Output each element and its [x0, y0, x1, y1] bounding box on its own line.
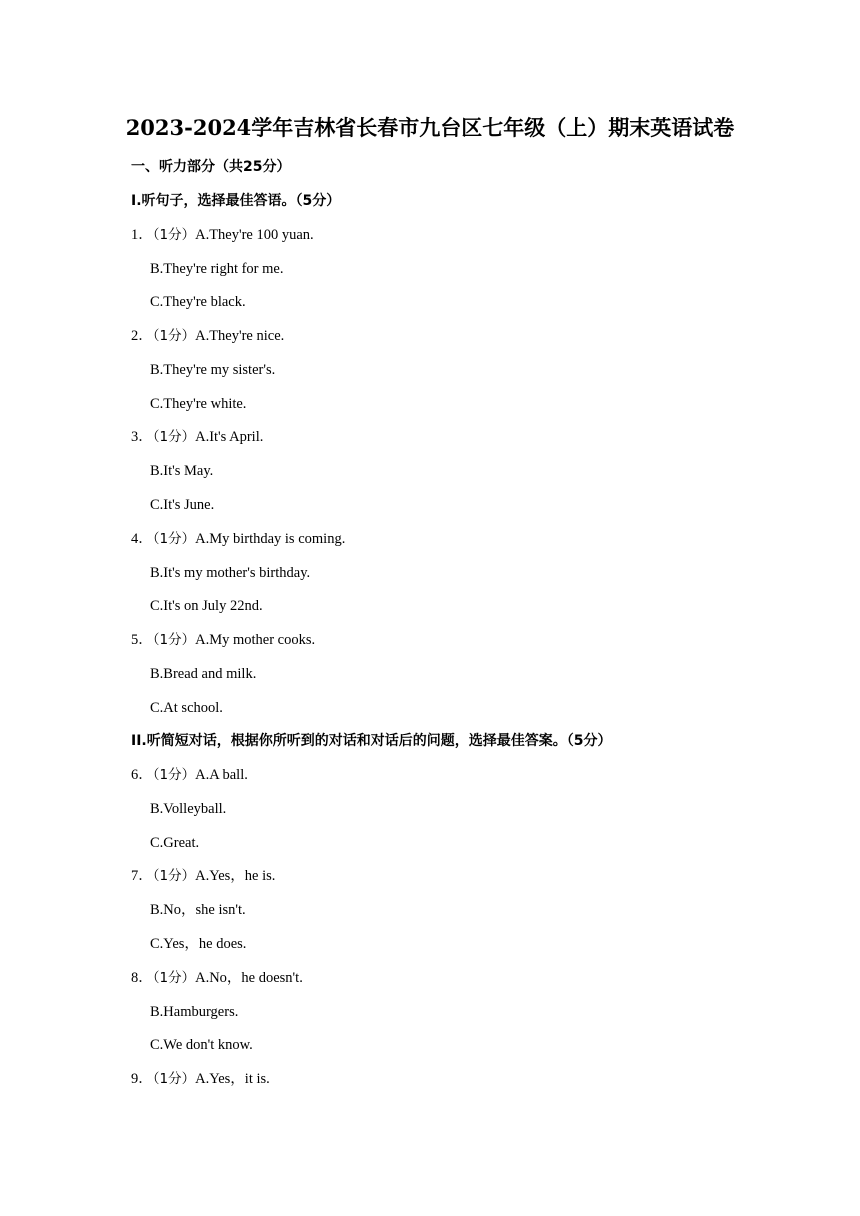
section-ii-heading: II.听简短对话，根据你所听到的对话和对话后的问题，选择最佳答案。（5分） [131, 733, 612, 749]
question-number: 3． [131, 429, 153, 445]
question-score: （1分） [152, 531, 196, 547]
option-b: B.They're my sister's. [150, 362, 276, 378]
option-c: C.They're white. [150, 396, 247, 412]
question-score: （1分） [152, 429, 196, 445]
option-c: C.They're black. [150, 294, 246, 310]
question-4 [131, 529, 345, 549]
page-title: 2023-2024学年吉林省长春市九台区七年级（上）期末英语试卷 [125, 115, 735, 140]
question-3 [131, 427, 263, 447]
question-score: （1分） [152, 1071, 196, 1087]
question-number: 1． [131, 227, 153, 243]
option-b: B.It's May. [150, 463, 214, 479]
question-number: 4． [131, 531, 153, 547]
question-score: （1分） [152, 970, 196, 986]
question-6 [131, 765, 248, 785]
question-score: （1分） [152, 328, 196, 344]
option-c: C.At school. [150, 700, 223, 716]
option-a: A.They're nice. [195, 328, 285, 344]
option-b: B.No，she isn't. [150, 902, 246, 918]
option-a: A.My mother cooks. [195, 632, 316, 648]
question-number: 6． [131, 767, 153, 783]
question-number: 2． [131, 328, 153, 344]
option-a: A.A ball. [195, 767, 248, 783]
option-c: C.It's on July 22nd. [150, 598, 263, 614]
question-9 [131, 1069, 270, 1089]
option-b: B.Hamburgers. [150, 1004, 239, 1020]
question-score: （1分） [152, 632, 196, 648]
option-a: A.No，he doesn't. [195, 970, 303, 986]
question-score: （1分） [152, 227, 196, 243]
option-c: C.Great. [150, 835, 200, 851]
option-a: A.They're 100 yuan. [195, 227, 314, 243]
question-1 [131, 225, 314, 245]
question-number: 7． [131, 868, 153, 884]
question-8 [131, 968, 303, 988]
option-b: B.Bread and milk. [150, 666, 257, 682]
option-b: B.It's my mother's birthday. [150, 565, 311, 581]
option-b: B.Volleyball. [150, 801, 227, 817]
option-c: C.It's June. [150, 497, 215, 513]
question-number: 5． [131, 632, 153, 648]
option-a: A.My birthday is coming. [195, 531, 346, 547]
option-b: B.They're right for me. [150, 261, 284, 277]
option-a: A.It's April. [195, 429, 264, 445]
section-i-heading: Ⅰ.听句子，选择最佳答语。（5分） [131, 193, 341, 209]
question-score: （1分） [152, 868, 196, 884]
option-c: C.We don't know. [150, 1037, 253, 1053]
question-7 [131, 866, 275, 886]
question-score: （1分） [152, 767, 196, 783]
option-a: A.Yes，it is. [195, 1071, 270, 1087]
part1-heading: 一、听力部分（共25分） [131, 159, 291, 175]
question-2 [131, 326, 284, 346]
question-number: 8． [131, 970, 153, 986]
question-5 [131, 630, 315, 650]
question-number: 9． [131, 1071, 153, 1087]
option-c: C.Yes，he does. [150, 936, 247, 952]
option-a: A.Yes，he is. [195, 868, 276, 884]
